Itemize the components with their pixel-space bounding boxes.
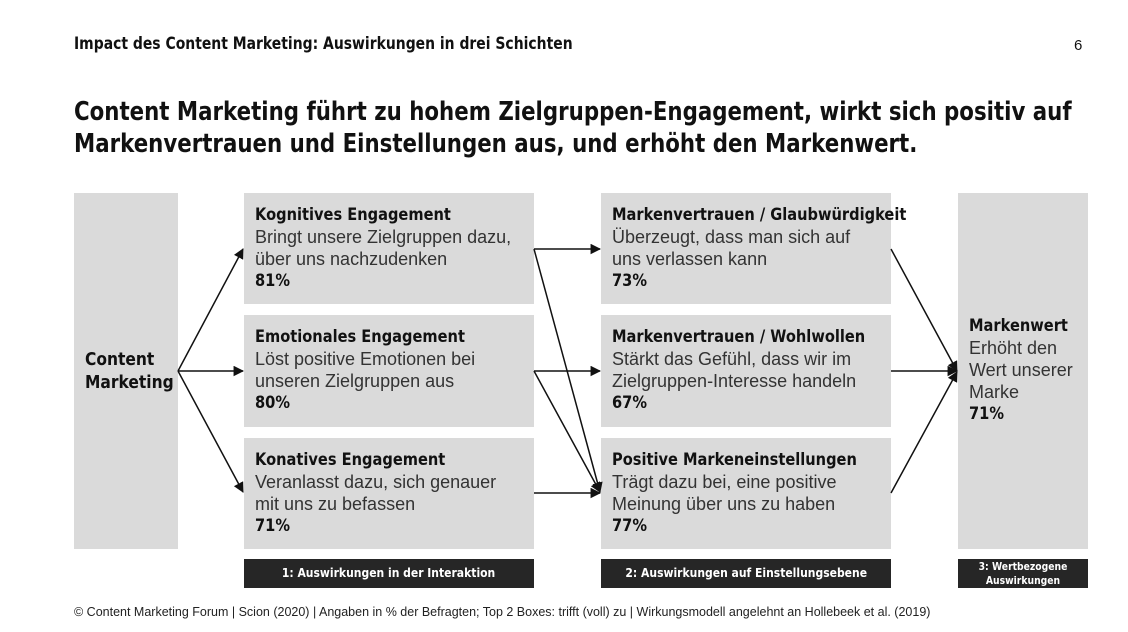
brand-value-value: 71%	[969, 404, 1005, 424]
attitude-desc: Meinung über uns zu haben	[612, 494, 836, 514]
engagement-desc: über uns nachzudenken	[255, 249, 448, 269]
engagement-desc: mit uns zu befassen	[255, 494, 416, 514]
attitude-title: Markenvertrauen / Wohlwollen	[612, 327, 866, 347]
attitude-desc: uns verlassen kann	[612, 249, 768, 269]
arrow-emotional-to-positive	[534, 371, 600, 492]
attitude-desc: Zielgruppen-Interesse handeln	[612, 371, 857, 391]
engagement-desc: Veranlasst dazu, sich genauer	[255, 472, 497, 492]
arrow-positive-to-value	[891, 372, 957, 493]
page-number: 6	[1074, 37, 1083, 54]
layer-label-attitude-text: 2: Auswirkungen auf Einstellungsebene	[625, 566, 867, 580]
engagement-title: Kognitives Engagement	[255, 205, 451, 225]
brand-value-desc: Marke	[969, 382, 1020, 402]
attitude-desc: Stärkt das Gefühl, dass wir im	[612, 349, 852, 369]
engagement-desc: Löst positive Emotionen bei	[255, 349, 476, 369]
content-marketing-line-1: Content	[85, 349, 155, 370]
attitude-value: 73%	[612, 271, 648, 291]
engagement-value: 81%	[255, 271, 291, 291]
layer-label-value-line-1: 3: Wertbezogene	[978, 561, 1068, 573]
engagement-title: Konatives Engagement	[255, 450, 446, 470]
engagement-title: Emotionales Engagement	[255, 327, 465, 347]
attitude-desc: Überzeugt, dass man sich auf	[612, 227, 851, 247]
attitude-value: 77%	[612, 516, 648, 536]
attitude-value: 67%	[612, 393, 648, 413]
attitude-title: Markenvertrauen / Glaubwürdigkeit	[612, 205, 907, 225]
headline-line-1: Content Marketing führt zu hohem Zielgruppen-Engagement, wirkt sich positiv auf	[74, 97, 1072, 127]
layer-label-value-line-2: Auswirkungen	[985, 575, 1061, 587]
attitude-desc: Trägt dazu bei, eine positive	[612, 472, 837, 492]
arrow-cm-to-cognitive	[178, 249, 243, 371]
engagement-value: 71%	[255, 516, 291, 536]
attitude-title: Positive Markeneinstellungen	[612, 450, 857, 470]
arrow-credibility-to-value	[891, 249, 957, 371]
source-footnote: © Content Marketing Forum | Scion (2020) | Angaben in % der Befragten; Top 2 Boxes: trifft (voll) zu | Wirkungsmodell angelehnt an Hollebeek et al. (2019)	[74, 605, 931, 619]
brand-value-title: Markenwert	[969, 316, 1068, 336]
arrow-cm-to-conative	[178, 371, 243, 492]
brand-value-desc: Erhöht den	[969, 338, 1058, 358]
page-header-title: Impact des Content Marketing: Auswirkungen in drei Schichten	[74, 34, 573, 54]
brand-value-desc: Wert unserer	[969, 360, 1073, 380]
engagement-desc: Bringt unsere Zielgruppen dazu,	[255, 227, 512, 247]
engagement-value: 80%	[255, 393, 291, 413]
content-marketing-line-2: Marketing	[85, 372, 174, 393]
engagement-desc: unseren Zielgruppen aus	[255, 371, 455, 391]
layer-label-interaction-text: 1: Auswirkungen in der Interaktion	[282, 566, 496, 580]
headline-line-2: Markenvertrauen und Einstellungen aus, und erhöht den Markenwert.	[74, 129, 918, 159]
